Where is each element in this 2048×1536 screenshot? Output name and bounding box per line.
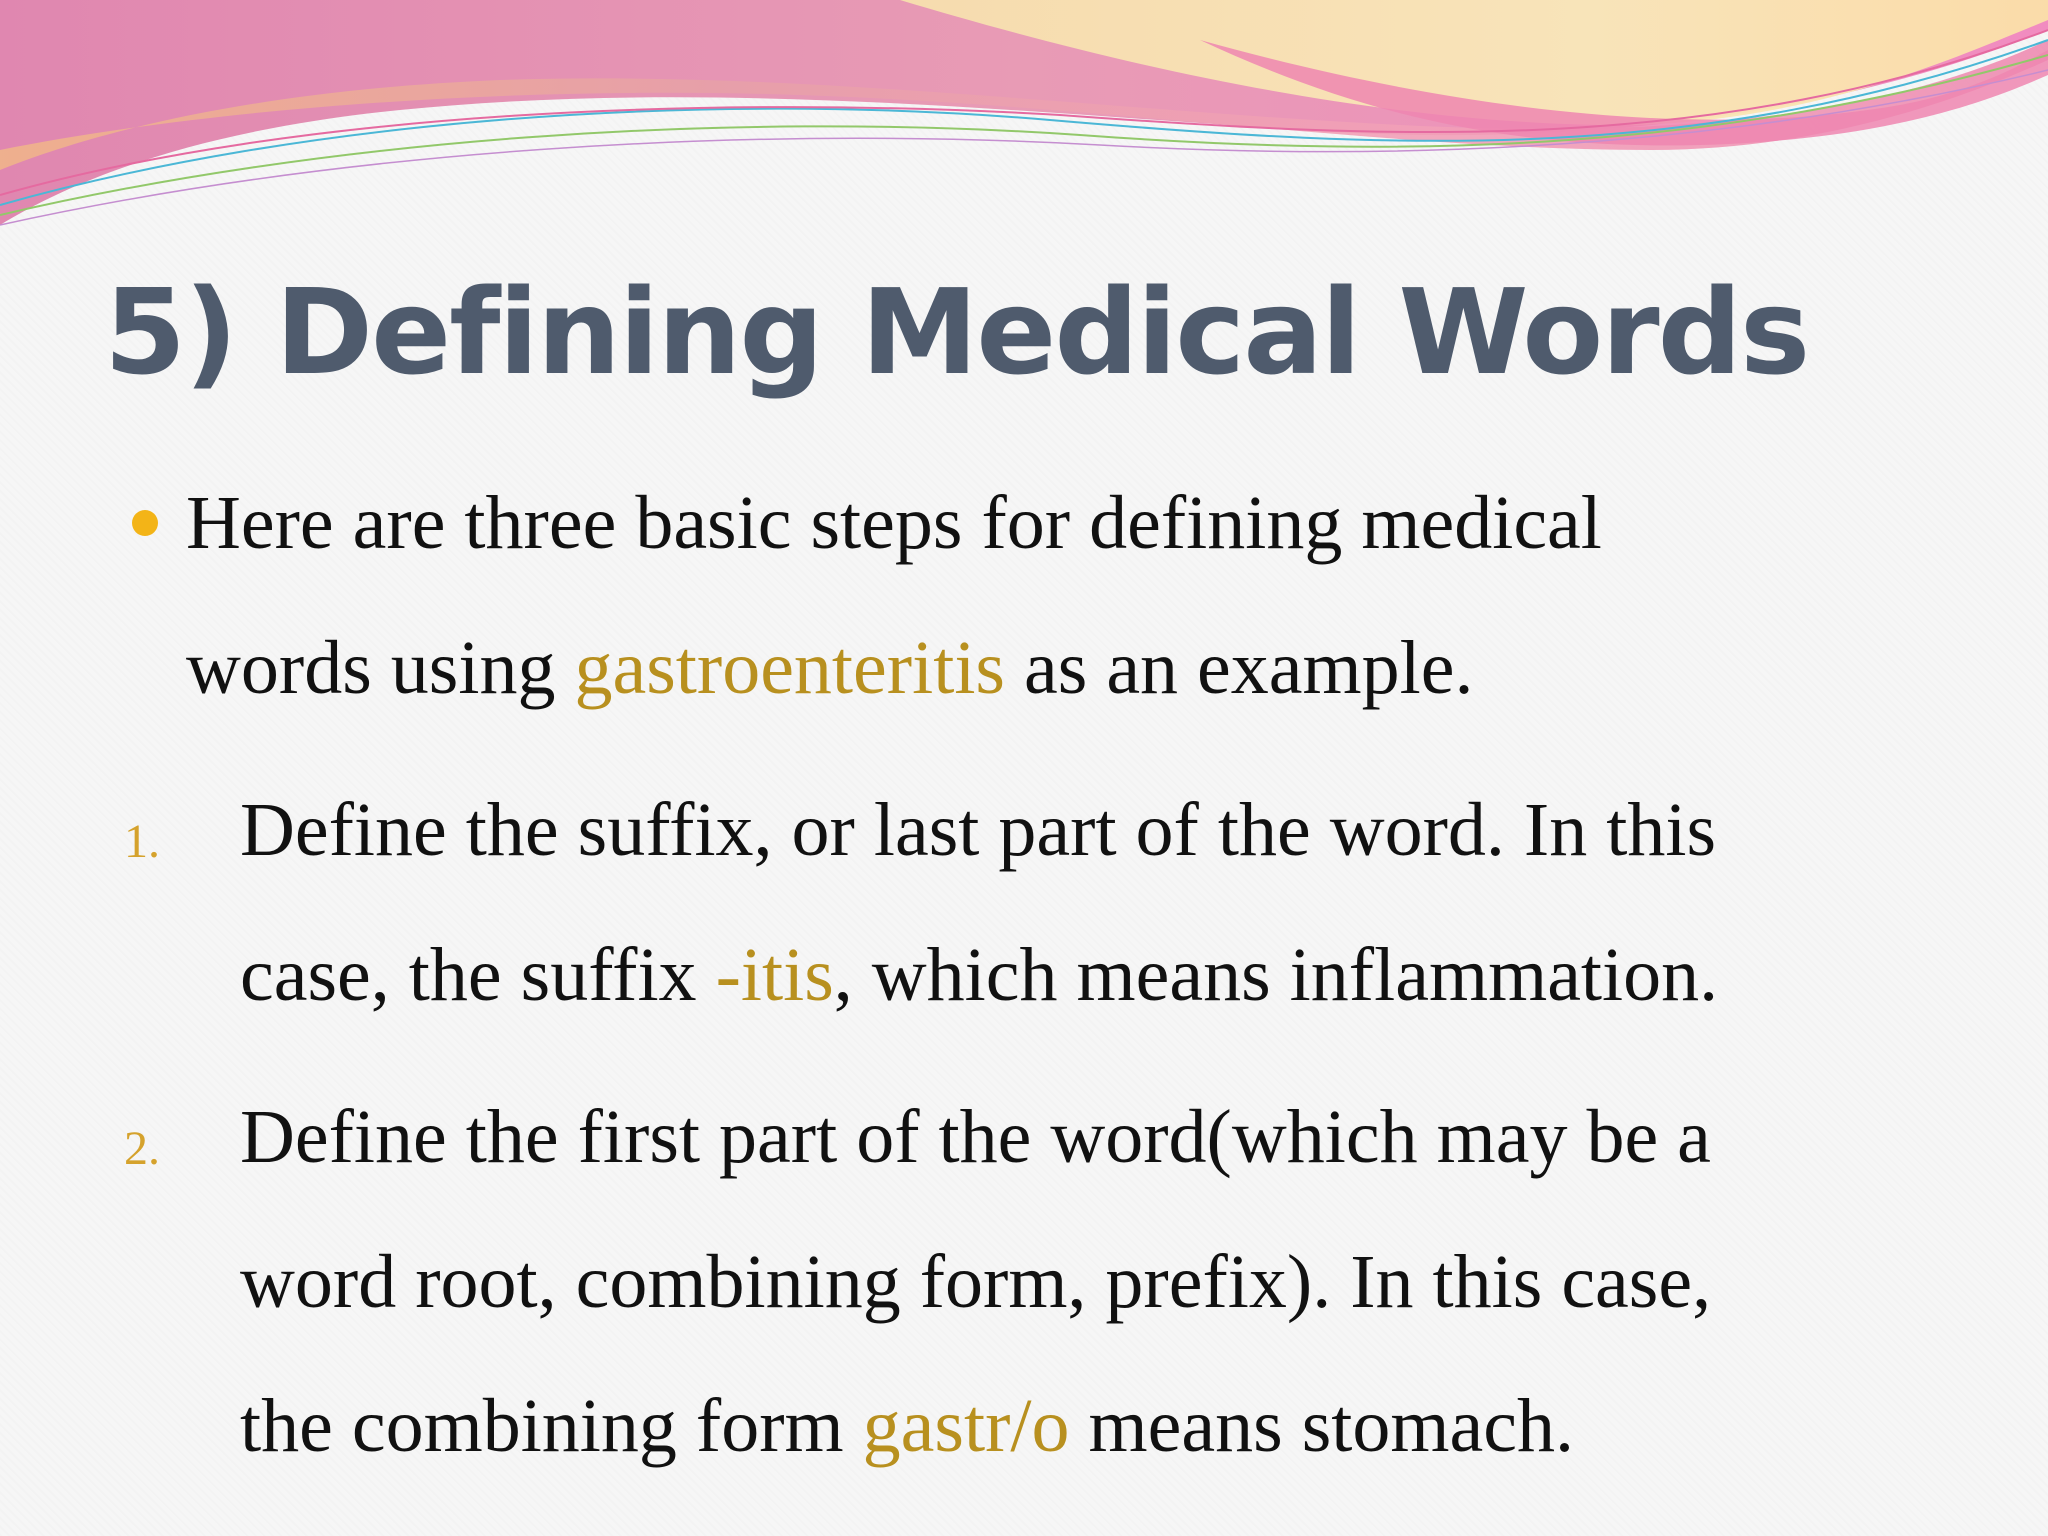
- step-1-text-after: , which means inflammation.: [833, 933, 1719, 1017]
- step-2-line-3: [240, 1378, 1574, 1474]
- highlight-term-gastr-o: gastr/o: [862, 1384, 1070, 1468]
- intro-line-1: Here are three basic steps for defining medical: [186, 481, 1602, 565]
- step-2-text-before: the combining form: [240, 1384, 863, 1468]
- step-number-2: 2.: [124, 1122, 160, 1175]
- step-2-text-after: means stomach.: [1069, 1384, 1574, 1468]
- step-2-line-1: Define the first part of the word(which may be a: [240, 1095, 1711, 1179]
- intro-text-after: as an example.: [1005, 626, 1474, 710]
- slide-title: 5) Defining Medical Words: [104, 263, 1809, 401]
- intro-text-before: words using: [186, 626, 575, 710]
- step-2-line-2: word root, combining form, prefix). In this case,: [240, 1240, 1712, 1324]
- intro-line-2: [186, 620, 1473, 716]
- highlight-term-itis: -itis: [715, 933, 834, 1017]
- highlight-term-gastroenteritis: gastroenteritis: [574, 626, 1006, 710]
- step-number-1: 1.: [124, 815, 160, 868]
- step-1-text-before: case, the suffix: [240, 933, 716, 1017]
- step-1-line-2: [240, 927, 1718, 1023]
- bullet-dot-icon: [132, 510, 158, 536]
- step-1-line-1: Define the suffix, or last part of the word. In this: [240, 788, 1717, 872]
